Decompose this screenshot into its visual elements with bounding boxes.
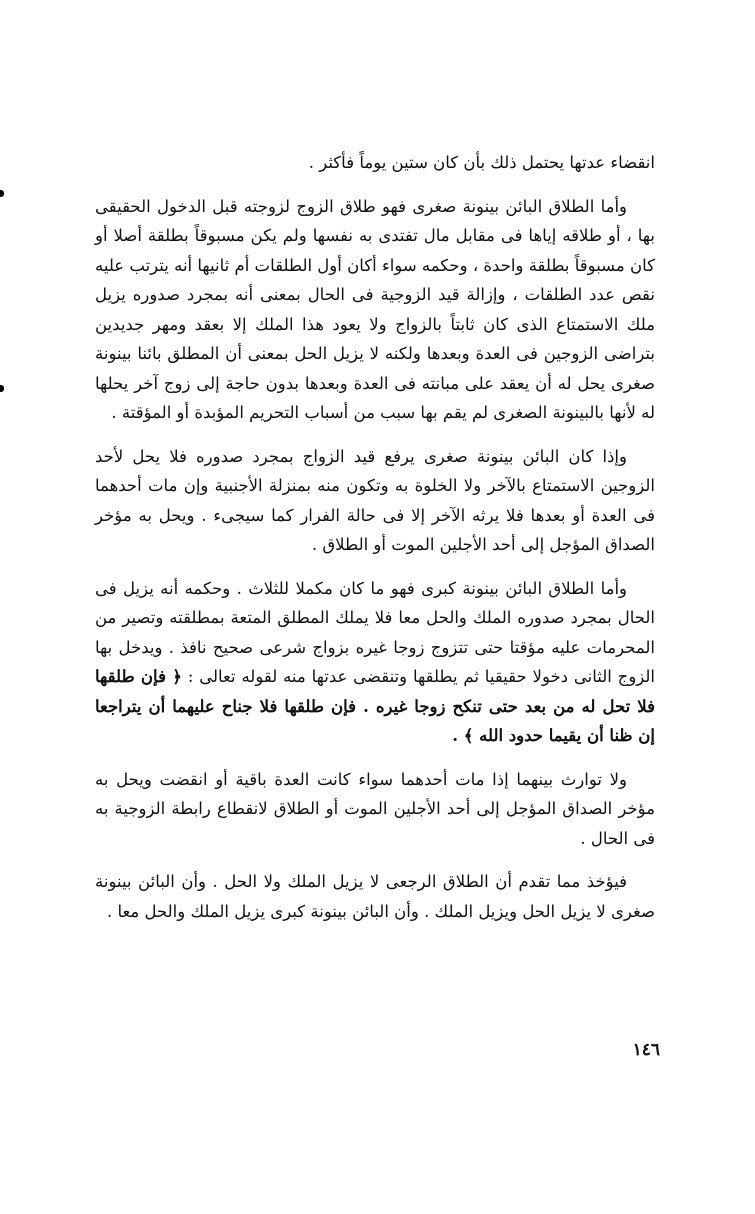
paragraph-continuation: انقضاء عدتها يحتمل ذلك بأن كان ستين يوماً فأكثر . <box>308 153 655 172</box>
page-number: ١٤٦ <box>632 1040 660 1060</box>
quran-verse: ﴿ فإن طلقها فلا تحل له من بعد حتى تنكح زوجا غيره . فإن طلقها فلا جناح عليهما أن يتراجعا إن ظنا أن يقيما حدود الله ﴾ . <box>95 667 655 745</box>
page-body <box>95 148 655 940</box>
paragraph-kubra-definition <box>95 574 655 751</box>
paragraph-sughra-definition: وأما الطلاق البائن بينونة صغرى فهو طلاق الزوج لزوجته قبل الدخول الحقيقى بها ، أو طلاقه إياها فى مقابل مال تفتدى به نفسها ولم يكن مسبوقاً بطلقة أصلا أو كان مسبوقاً بطلقة واحدة ، وحكمه سواء أكان أول الطلقات أم ثانيها أنه يترتب عليه نقص عدد الطلقات ، وإزالة قيد الزوجية فى الحال بمعنى أنه بمجرد صدوره يزيل ملك الاستمتاع الذى كان ثابتاً بالزواج ولا يعود هذا الملك إلا بعقد ومهر جديدين بتراضى الزوجين فى العدة وبعدها ولكنه لا يزيل الحل بمعنى أن المطلق بائنا بينونة صغرى يحل له أن يعقد على مبانته فى العدة وبعدها بدون حاجة إلى زوج آخر يحلها له لأنها بالبينونة الصغرى لم يقم بها سبب من أسباب التحريم المؤبدة أو المؤقتة . <box>95 196 655 422</box>
kubra-text: وأما الطلاق البائن بينونة كبرى فهو ما كان مكملا للثلاث . وحكمه أنه يزيل فى الحال بمجرد صدوره الملك والحل معا فلا يملك المطلق المتعة بمطلقته وتصير من المحرمات عليه مؤقتا حتى تتزوج زوجا غيره بزواج شرعى صحيح نافذ . ويدخل بها الزوج الثانى دخولا حقيقيا ثم يطلقها وتنقضى عدتها منه لقوله تعالى : <box>95 578 656 686</box>
paragraph-inheritance: ولا توارث بينهما إذا مات أحدهما سواء كانت العدة باقية أو انقضت ويحل به مؤخر الصداق المؤجل إلى أحد الأجلين الموت أو الطلاق لانقطاع رابطة الزوجية به فى الحال . <box>95 769 655 848</box>
paragraph-summary: فيؤخذ مما تقدم أن الطلاق الرجعى لا يزيل الملك ولا الحل . وأن البائن بينونة صغرى لا يزيل الحل ويزيل الملك . وأن البائن بينونة كبرى يزيل الملك والحل معا . <box>95 872 655 921</box>
scan-artifact-mark-top <box>0 190 4 197</box>
scan-artifact-mark-bottom <box>0 385 4 392</box>
paragraph-sughra-effects: وإذا كان البائن بينونة صغرى يرفع قيد الزواج بمجرد صدوره فلا يحل لأحد الزوجين الاستمتاع بالآخر ولا الخلوة به وتكون منه بمنزلة الأجنبية وإن مات أحدهما فى العدة أو بعدها فلا يرثه الآخر إلا فى حالة الفرار كما سيجىء . ويحل به مؤخر الصداق المؤجل إلى أحد الأجلين الموت أو الطلاق . <box>95 446 655 554</box>
